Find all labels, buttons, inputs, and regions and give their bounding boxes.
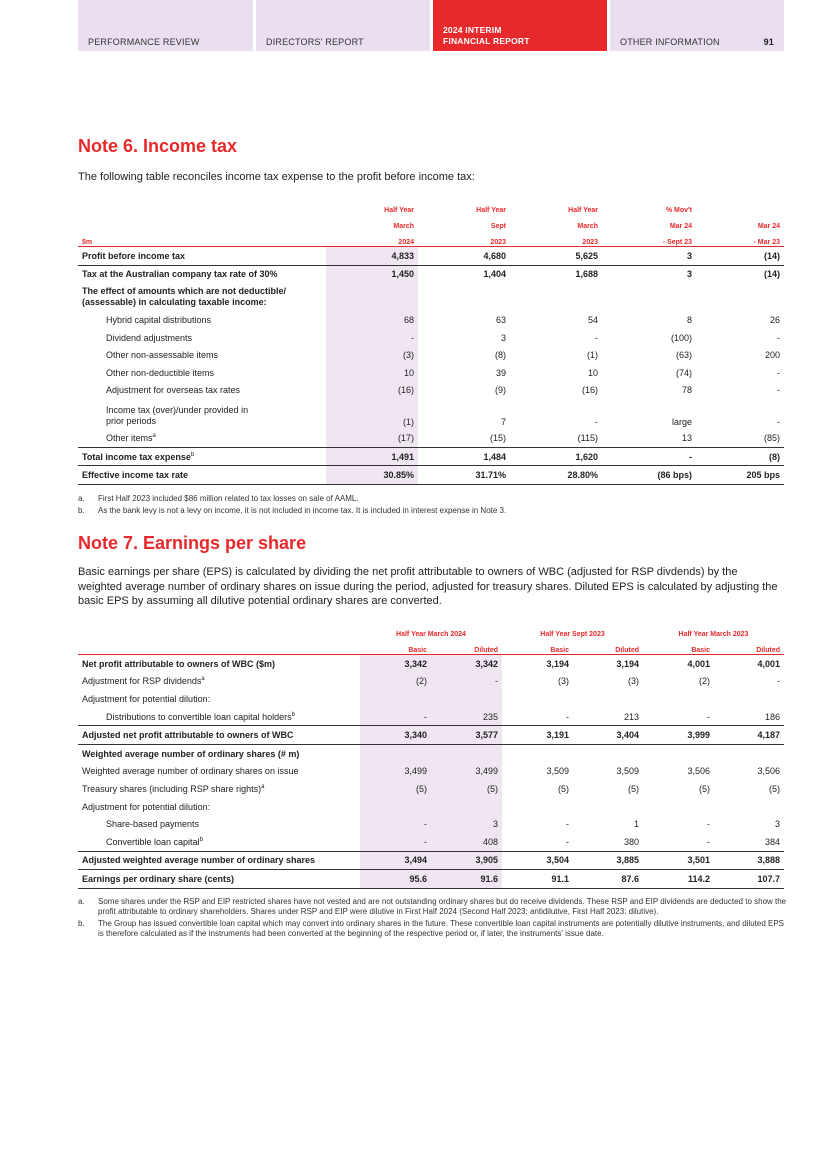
table-row: Dividend adjustments - 3 - (100) - <box>78 329 784 347</box>
tab-interim-financial-report[interactable] <box>433 0 607 51</box>
table-row: Adjusted weighted average number of ordinary shares 3,494 3,905 3,504 3,885 3,501 3,888 <box>78 851 784 870</box>
header-row: Half Year March 2024 Half Year Sept 2023 Half Year March 2023 <box>396 631 749 638</box>
note6-title: Note 6. Income tax <box>78 136 238 156</box>
tab-label: OTHER INFORMATION <box>620 37 720 47</box>
page-number: 91 <box>763 37 774 47</box>
table-row: Other non-deductible items 10 39 10 (74) - <box>78 364 784 382</box>
header-row: Half Year Half Year Half Year % Mov't <box>384 207 692 214</box>
note7-footnotes <box>78 897 788 941</box>
table-row: Share-based payments - 3 - 1 - 3 <box>78 815 784 833</box>
table-row: Adjustment for potential dilution: <box>78 798 784 816</box>
table-row: Income tax (over)/under provided in prior periods (1) 7 - large - <box>78 399 784 429</box>
table-row: Adjustment for potential dilution: <box>78 690 784 708</box>
footnote: a. Some shares under the RSP and EIP restricted shares have not vested and are not outstanding ordinary shares but do receive dividends. These RSP and EIP dividends are deducted to show the profit attributable to ordinary shareholders. Shares under RSP and EIP were dilutive in First Half 2024 (Second Half 2023: antidilutive, First Half 2023: dilutive). <box>78 897 787 916</box>
note6-intro: The following table reconciles income tax expense to the profit before income tax: <box>78 171 475 183</box>
tab-label-line2: FINANCIAL REPORT <box>443 36 530 46</box>
table-row: Effective income tax rate 30.85% 31.71% 28.80% (86 bps) 205 bps <box>78 466 784 485</box>
table-row: Weighted average number of ordinary shares (# m) <box>78 744 784 762</box>
footnote: b. The Group has issued convertible loan capital which may convert into ordinary shares in the future. These convertible loan capital instruments are potentially dilutive instruments, and diluted EPS is therefore calculated as if the instruments had been converted at the beginning of the respective period or, if later, the instruments' issue date. <box>78 919 784 938</box>
tab-other-information[interactable] <box>610 0 784 51</box>
header-row: March Sept March Mar 24 Mar 24 <box>393 223 780 230</box>
header-row: $m 2024 2023 2023 - Sept 23 - Mar 23 <box>78 230 784 247</box>
footnote: b. As the bank levy is not a levy on income, it is not included in income tax. It is included in interest expense in Note 3. <box>78 506 507 515</box>
table-row: The effect of amounts which are not deductible/ (assessable) in calculating taxable income: <box>78 283 784 311</box>
table-row: Tax at the Australian company tax rate of 30% 1,450 1,404 1,688 3 (14) <box>78 265 784 283</box>
tab-label-line1: 2024 INTERIM <box>443 25 502 35</box>
table-row: Net profit attributable to owners of WBC ($m) 3,342 3,342 3,194 3,194 4,001 4,001 <box>78 655 784 673</box>
table-row: Treasury shares (including RSP share rights)$^a$ (5) (5) (5) (5) (5) (5) <box>78 780 784 798</box>
eps-table <box>78 622 784 889</box>
table-row: Distributions to convertible loan capital holders$^b$ - 235 - 213 - 186 <box>78 708 784 726</box>
table-row: Profit before income tax 4,833 4,680 5,625 3 (14) <box>78 247 784 266</box>
table-row: Other non-assessable items (3) (8) (1) (63) 200 <box>78 346 784 364</box>
tab-label: DIRECTORS' REPORT <box>266 37 364 47</box>
income-tax-table <box>78 198 784 485</box>
tab-directors-report[interactable] <box>256 0 430 51</box>
footnote: a. First Half 2023 included $86 million related to tax losses on sale of AAML. <box>78 494 359 503</box>
table-row: Adjustment for RSP dividends$^a$ (2) - (3) (3) (2) - <box>78 673 784 691</box>
table-row: Weighted average number of ordinary shares on issue 3,499 3,499 3,509 3,509 3,506 3,506 <box>78 763 784 781</box>
note6-footnotes <box>78 494 788 518</box>
tab-performance-review[interactable] <box>78 0 253 51</box>
table-row: Hybrid capital distributions 68 63 54 8 26 <box>78 311 784 329</box>
note7-title: Note 7. Earnings per share <box>78 533 307 553</box>
table-row: Total income tax expense$^b$ 1,491 1,484 1,620 - (8) <box>78 447 784 466</box>
table-row: Earnings per ordinary share (cents) 95.6 91.6 91.1 87.6 114.2 107.7 <box>78 870 784 889</box>
table-row: Convertible loan capital$^b$ - 408 - 380 - 384 <box>78 833 784 851</box>
note7-intro: Basic earnings per share (EPS) is calculated by dividing the net profit attributable to owners of WBC (adjusted for RSP divdends) by the weighted average number of ordinary shares on issue during the period, adjusted for treasury shares. Diluted EPS is calculated by adjusting the basic EPS by assuming all dilutive potential ordinary shares are converted. <box>78 566 778 607</box>
header-row: Basic Diluted Basic Diluted Basic Diluted <box>78 638 784 655</box>
tab-label: PERFORMANCE REVIEW <box>88 37 200 47</box>
table-row: Other items$^a$ (17) (15) (115) 13 (85) <box>78 429 784 447</box>
table-row: Adjusted net profit attributable to owners of WBC 3,340 3,577 3,191 3,404 3,999 4,187 <box>78 726 784 745</box>
table-row: Adjustment for overseas tax rates (16) (9) (16) 78 - <box>78 382 784 400</box>
